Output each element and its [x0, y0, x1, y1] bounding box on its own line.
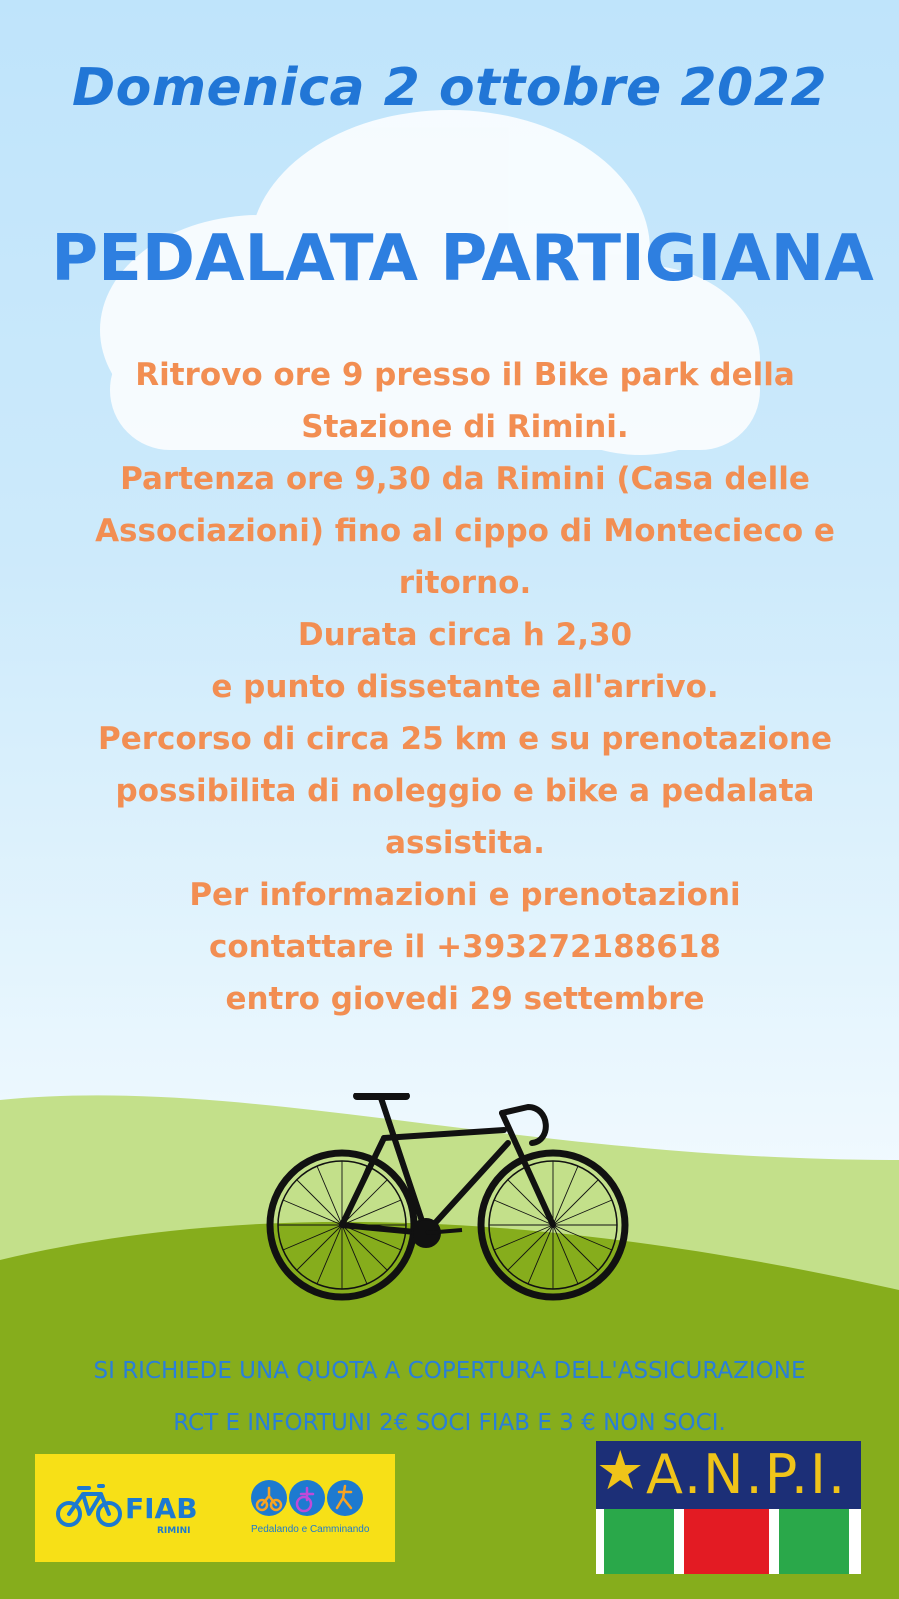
fiab-name: FIAB	[125, 1492, 198, 1525]
event-date: Domenica 2 ottobre 2022	[71, 58, 828, 118]
fiab-bike-icon	[55, 1480, 123, 1530]
pedalando-camminando-icon	[249, 1476, 373, 1520]
flag-white	[769, 1509, 779, 1574]
info-line: e punto dissetante all'arrivo.	[211, 669, 719, 705]
quota-line: SI RICHIEDE UNA QUOTA A COPERTURA DELL'ASSICURAZIONE	[93, 1358, 806, 1384]
insurance-fee-note	[0, 1345, 899, 1449]
info-line: Associazioni) fino al cippo di Montecieco e	[95, 513, 835, 549]
info-line: ritorno.	[398, 565, 532, 601]
flag-green	[779, 1509, 849, 1574]
event-info	[40, 349, 890, 1025]
fiab-logo-panel	[35, 1454, 395, 1562]
flag-red	[684, 1509, 769, 1574]
info-line: entro giovedi 29 settembre	[225, 981, 705, 1017]
info-line: Per informazioni e prenotazioni	[189, 877, 741, 913]
quota-line: RCT E INFORTUNI 2€ SOCI FIAB E 3 € NON SOCI.	[173, 1410, 726, 1436]
flag-green	[604, 1509, 674, 1574]
info-line: Ritrovo ore 9 presso il Bike park della	[135, 357, 795, 393]
bicycle-icon	[266, 1093, 636, 1313]
info-line: Partenza ore 9,30 da Rimini (Casa delle	[120, 461, 810, 497]
info-line: assistita.	[385, 825, 545, 861]
anpi-logo	[596, 1441, 861, 1574]
flag-white	[596, 1509, 604, 1574]
star-icon: ★	[596, 1439, 645, 1502]
info-line: Stazione di Rimini.	[301, 409, 629, 445]
info-line: contattare il +393272188618	[209, 929, 721, 965]
anpi-banner	[596, 1441, 861, 1509]
anpi-name: A.N.P.I.	[646, 1443, 848, 1506]
flag-white	[849, 1509, 861, 1574]
pedalando-camminando-label: Pedalando e Camminando	[251, 1524, 370, 1535]
event-title: PEDALATA PARTIGIANA	[51, 222, 874, 296]
info-line: Durata circa h 2,30	[297, 617, 633, 653]
fiab-city: RIMINI	[157, 1526, 191, 1536]
italian-flag	[596, 1509, 861, 1574]
info-line: possibilita di noleggio e bike a pedalata	[115, 773, 815, 809]
info-line: Percorso di circa 25 km e su prenotazione	[98, 721, 832, 757]
flag-white	[674, 1509, 684, 1574]
